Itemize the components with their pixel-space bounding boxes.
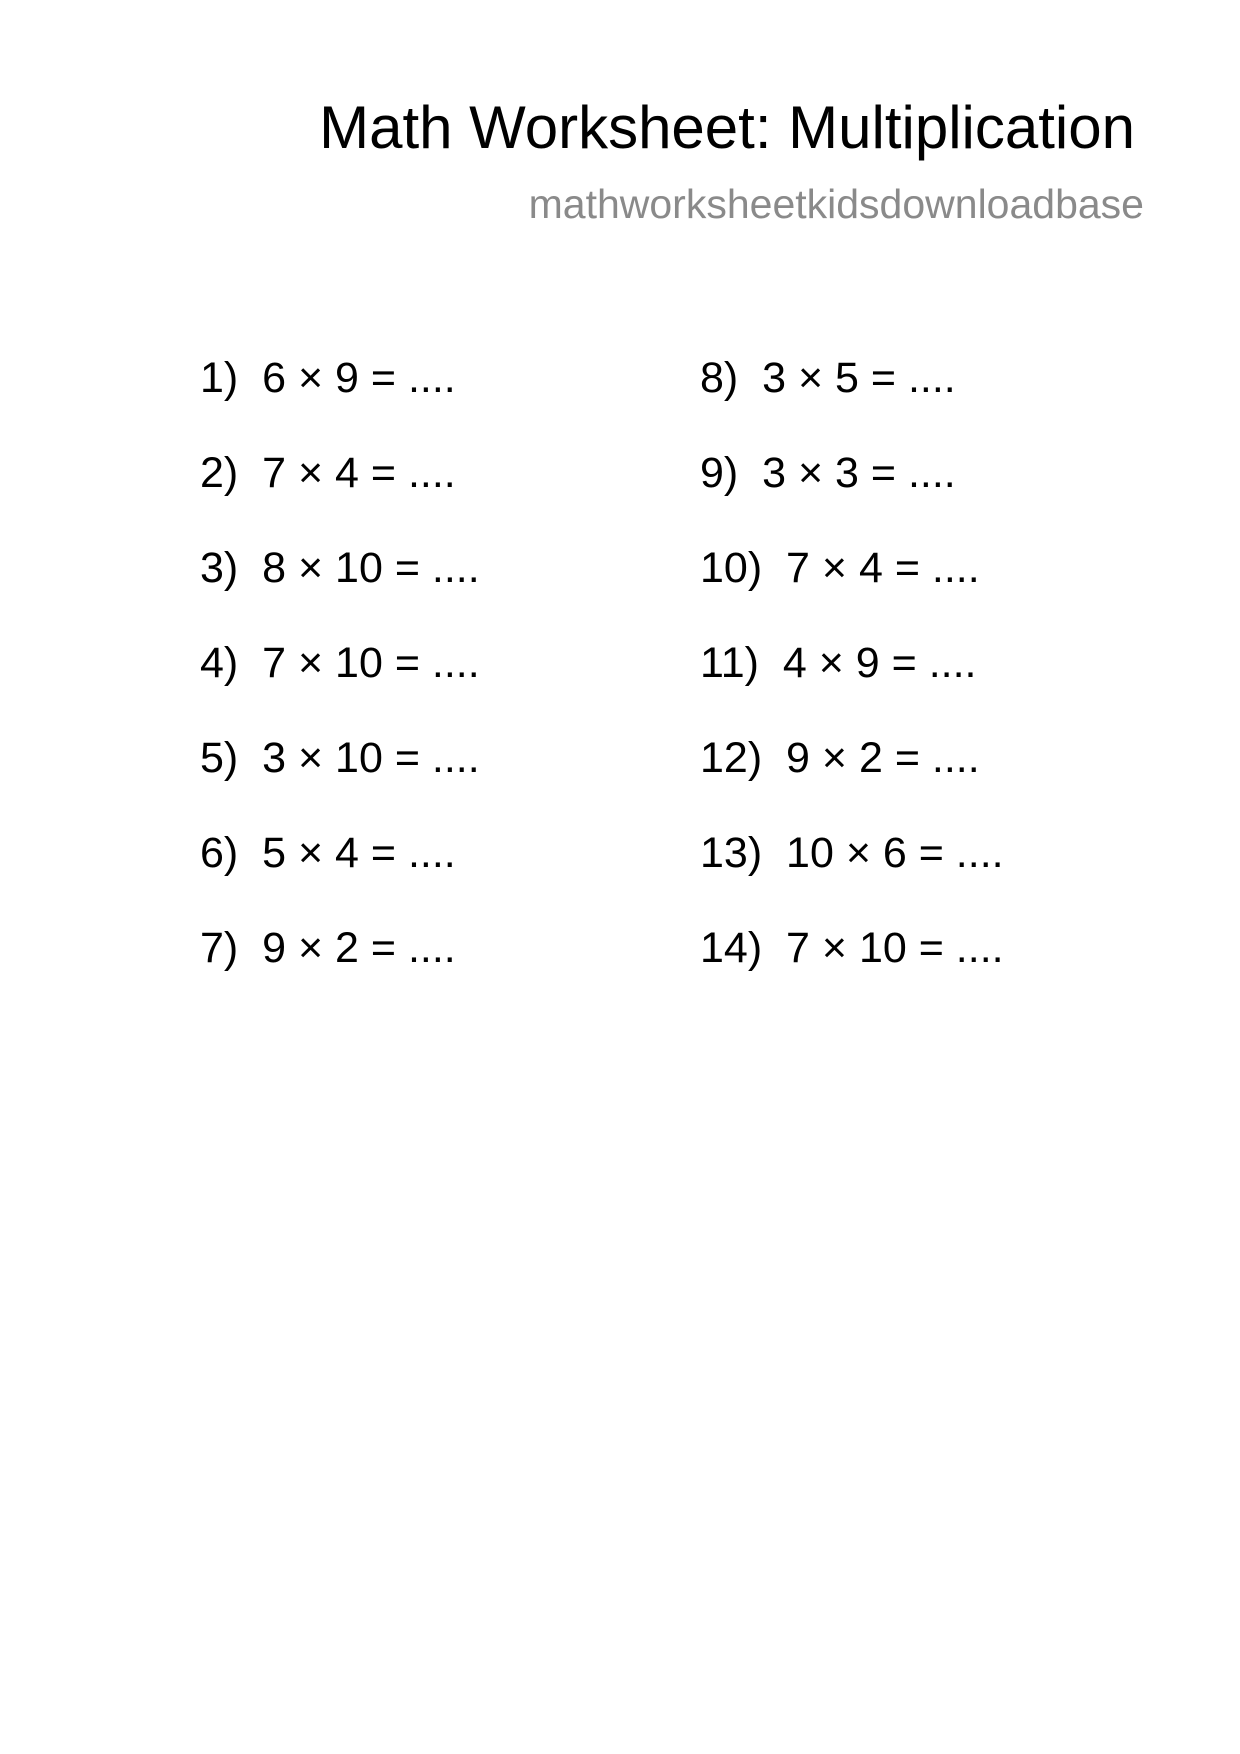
worksheet-title: Math Worksheet: Multiplication bbox=[319, 94, 1135, 161]
problem-item: 9) 3 × 3 = .... bbox=[700, 449, 956, 497]
problem-item: 4) 7 × 10 = .... bbox=[200, 639, 480, 687]
problem-item: 1) 6 × 9 = .... bbox=[200, 354, 456, 402]
problem-item: 7) 9 × 2 = .... bbox=[200, 924, 456, 972]
problem-item: 14) 7 × 10 = .... bbox=[700, 924, 1004, 972]
problem-item: 2) 7 × 4 = .... bbox=[200, 449, 456, 497]
problem-item: 6) 5 × 4 = .... bbox=[200, 829, 456, 877]
problem-item: 3) 8 × 10 = .... bbox=[200, 544, 480, 592]
worksheet-subtitle: mathworksheetkidsdownloadbase bbox=[528, 181, 1144, 227]
problem-item: 10) 7 × 4 = .... bbox=[700, 544, 980, 592]
problem-item: 11) 4 × 9 = .... bbox=[700, 639, 977, 687]
problem-item: 12) 9 × 2 = .... bbox=[700, 734, 980, 782]
problem-item: 5) 3 × 10 = .... bbox=[200, 734, 480, 782]
problem-item: 13) 10 × 6 = .... bbox=[700, 829, 1004, 877]
problem-item: 8) 3 × 5 = .... bbox=[700, 354, 956, 402]
